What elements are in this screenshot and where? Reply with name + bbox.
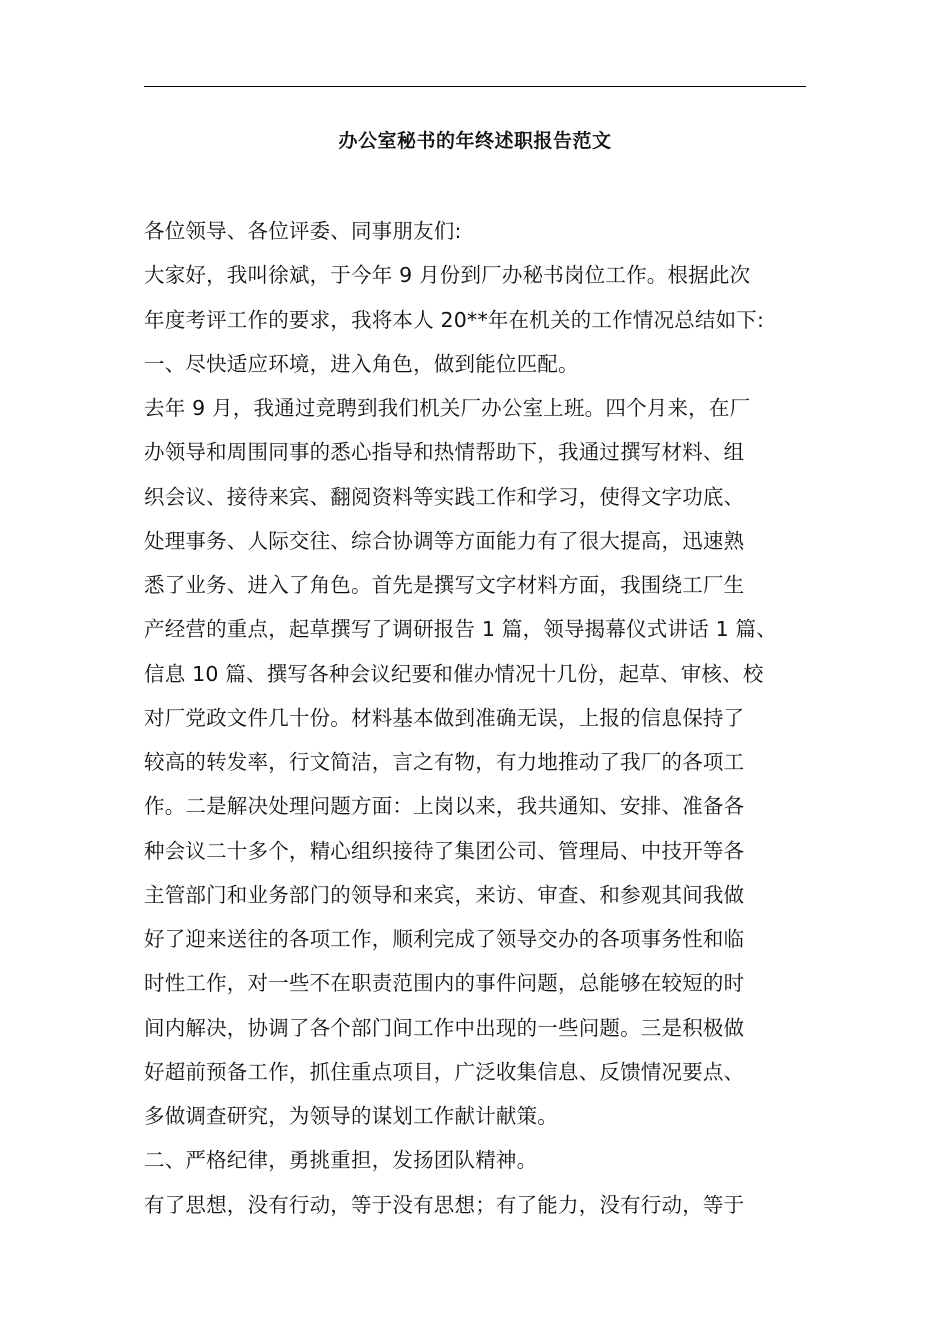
body-line: 处理事务、人际交往、综合协调等方面能力有了很大提高，迅速熟	[144, 528, 745, 553]
document-title: 办公室秘书的年终述职报告范文	[338, 130, 612, 152]
document-body	[144, 209, 806, 1227]
body-line: 产经营的重点，起草撰写了调研报告 1 篇，领导揭幕仪式讲话 1 篇、	[144, 617, 777, 642]
body-line: 信息 10 篇、撰写各种会议纪要和催办情况十几份，起草、审核、校	[144, 661, 764, 686]
body-line: 去年 9 月，我通过竞聘到我们机关厂办公室上班。四个月来，在厂	[144, 396, 751, 420]
body-line: 悉了业务、进入了角色。首先是撰写文字材料方面，我围绕工厂生	[144, 573, 745, 597]
body-line: 好了迎来送往的各项工作，顺利完成了领导交办的各项事务性和临	[144, 927, 745, 951]
body-line: 大家好，我叫徐斌，于今年 9 月份到厂办秘书岗位工作。根据此次	[144, 263, 751, 288]
body-line: 较高的转发率，行文简洁，言之有物，有力地推动了我厂的各项工	[144, 750, 745, 774]
body-line: 各位领导、各位评委、同事朋友们:	[144, 219, 462, 243]
body-line: 好超前预备工作，抓住重点项目，广泛收集信息、反馈情况要点、	[144, 1059, 745, 1084]
body-line: 办领导和周围同事的悉心指导和热情帮助下，我通过撰写材料、组	[144, 440, 745, 465]
header-rule	[144, 86, 806, 87]
body-line: 多做调查研究，为领导的谋划工作献计献策。	[144, 1104, 558, 1128]
body-line: 对厂党政文件几十份。材料基本做到准确无误，上报的信息保持了	[144, 705, 745, 730]
body-line: 年度考评工作的要求，我将本人 20**年在机关的工作情况总结如下:	[144, 307, 765, 332]
body-line: 主管部门和业务部门的领导和来宾，来访、审查、和参观其间我做	[144, 882, 745, 907]
body-line: 织会议、接待来宾、翻阅资料等实践工作和学习，使得文字功底、	[144, 484, 745, 509]
body-line: 时性工作，对一些不在职责范围内的事件问题，总能够在较短的时	[144, 971, 745, 996]
section-heading: 二、严格纪律，勇挑重担，发扬团队精神。	[144, 1148, 538, 1173]
body-line: 种会议二十多个，精心组织接待了集团公司、管理局、中技开等各	[144, 838, 745, 863]
body-line: 作。二是解决处理问题方面：上岗以来，我共通知、安排、准备各	[144, 794, 745, 819]
body-line: 有了思想，没有行动，等于没有思想；有了能力，没有行动，等于	[144, 1192, 745, 1217]
body-line: 间内解决，协调了各个部门间工作中出现的一些问题。三是积极做	[144, 1015, 745, 1040]
section-heading: 一、尽快适应环境，进入角色，做到能位匹配。	[144, 351, 579, 376]
